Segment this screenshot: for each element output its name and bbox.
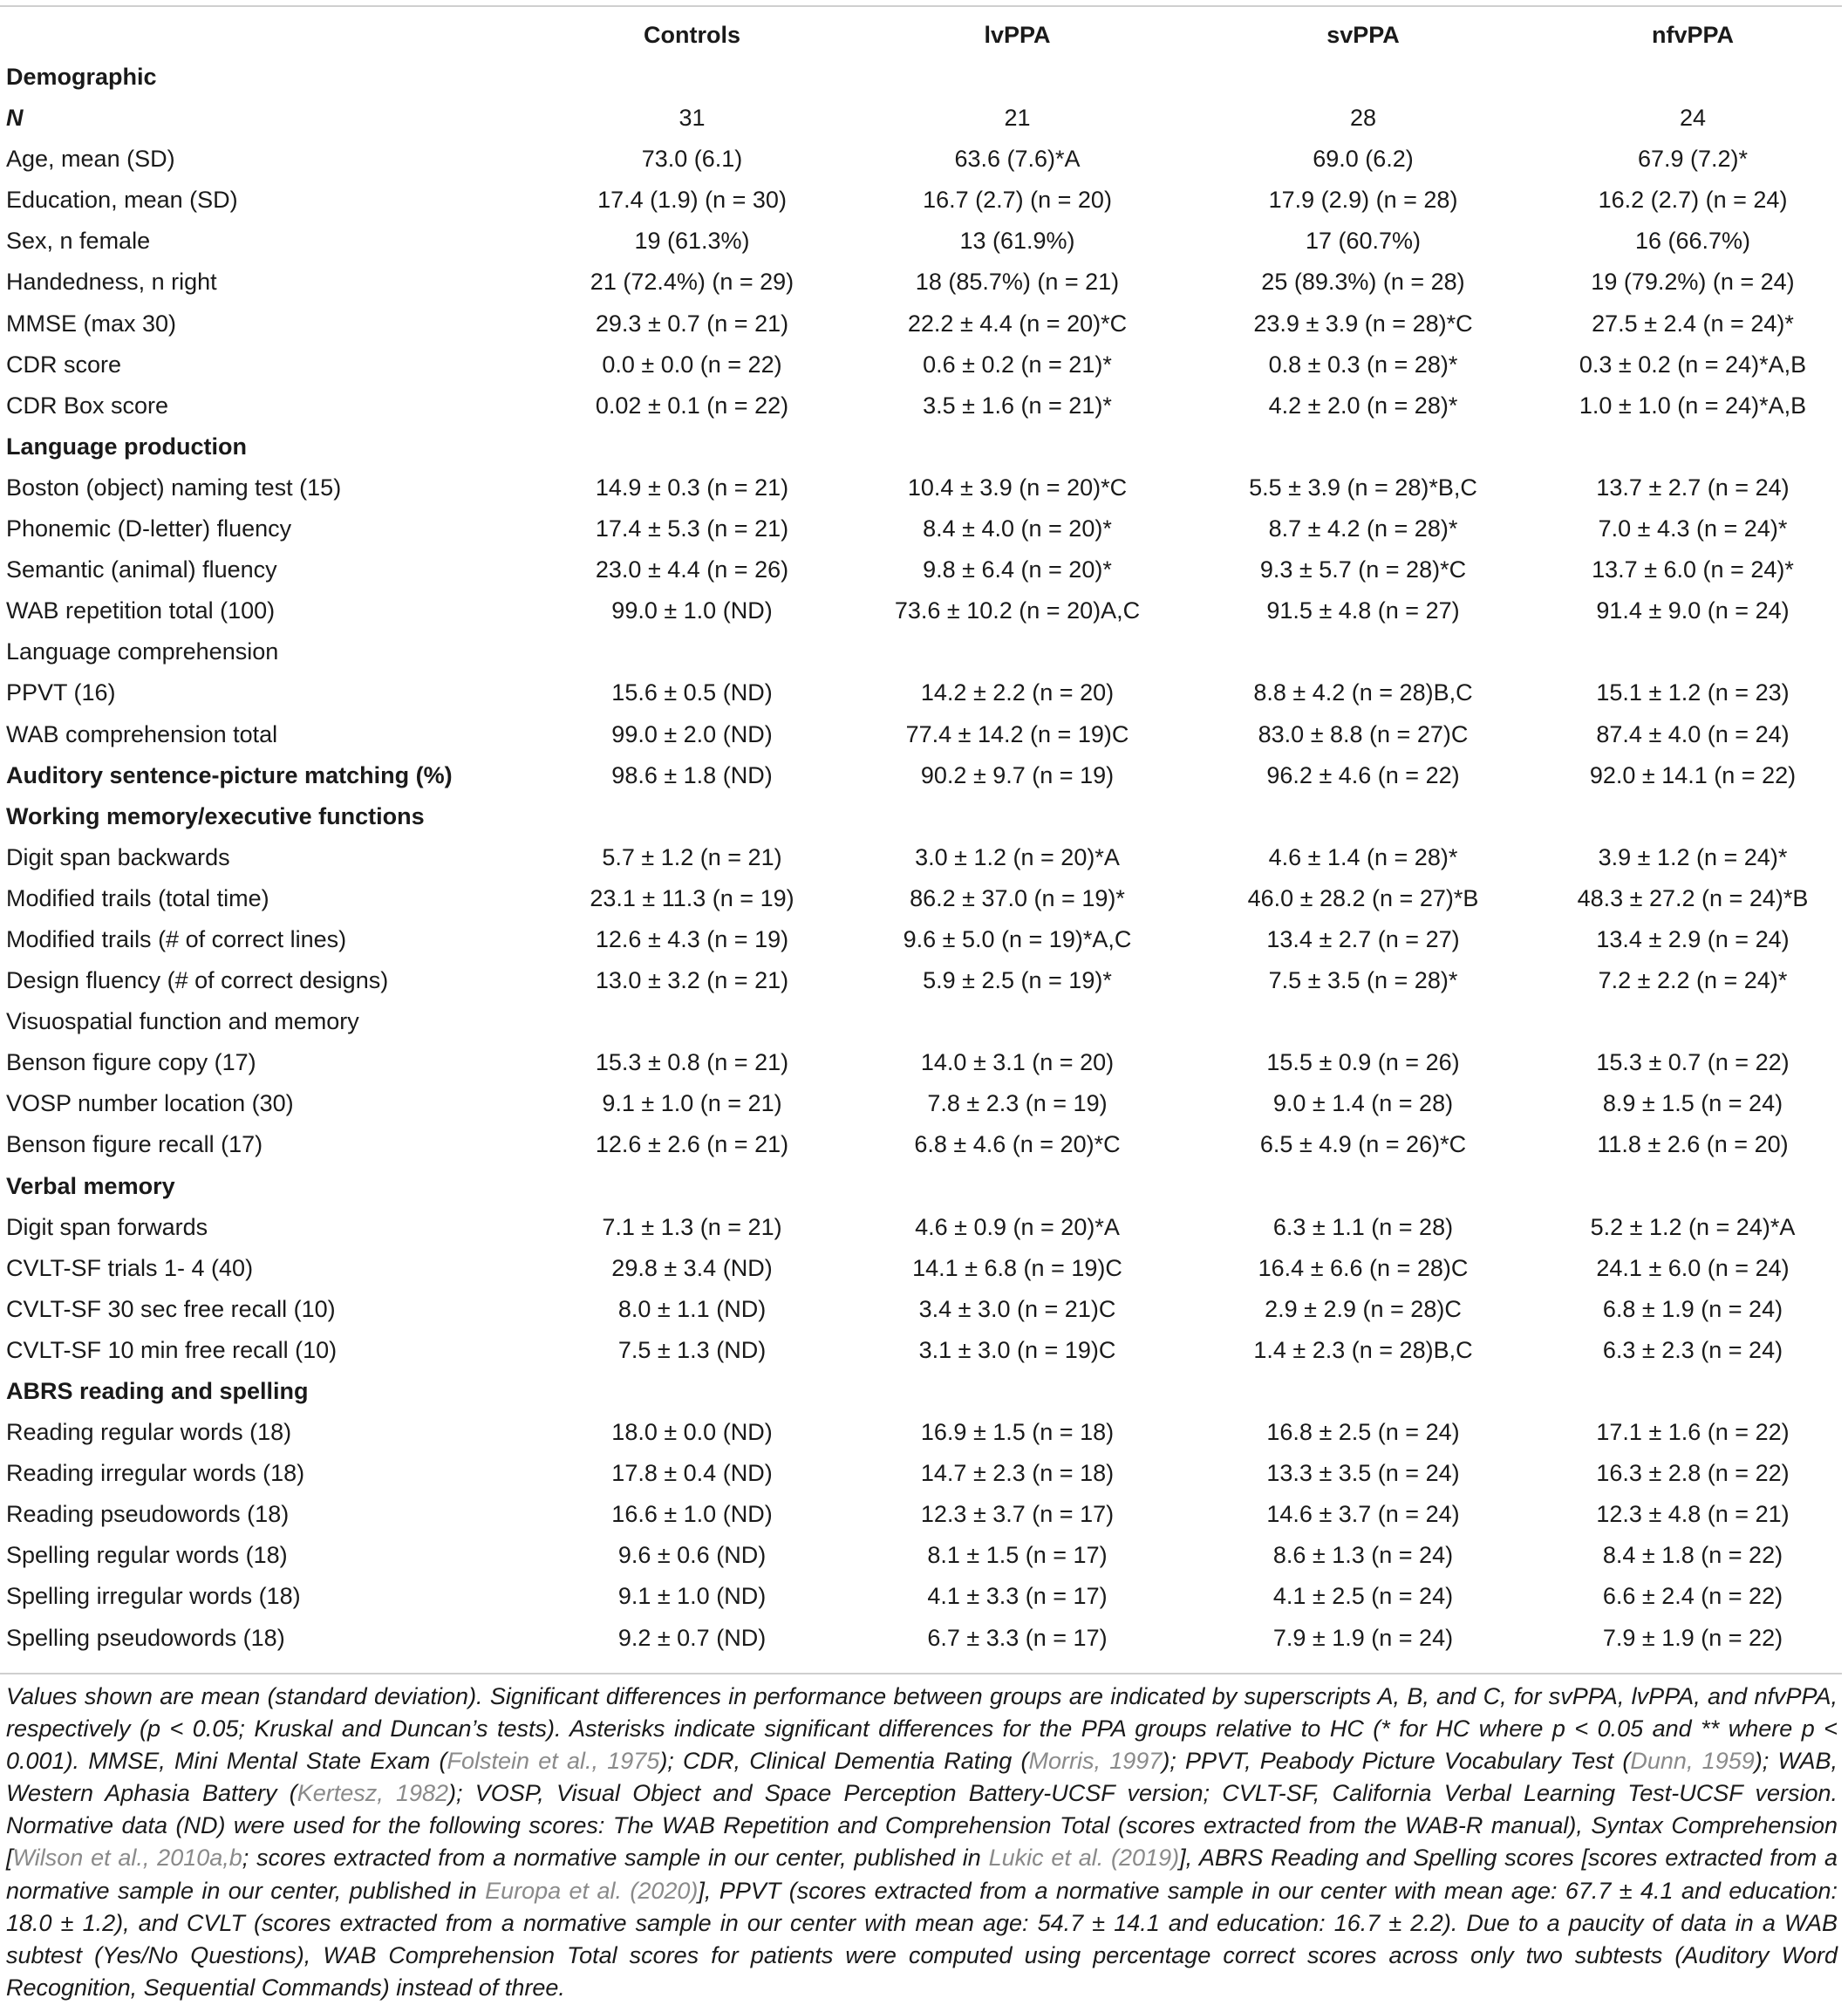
- table-cell: 15.5 ± 0.9 (n = 26): [1266, 1049, 1460, 1076]
- table-cell: 9.6 ± 0.6 (ND): [617, 1542, 767, 1569]
- table-cell: 7.2 ± 2.2 (n = 24)*: [1598, 967, 1788, 994]
- table-cell: 14.0 ± 3.1 (n = 20): [920, 1049, 1115, 1076]
- table-cell: [1189, 1371, 1538, 1412]
- table-cell: 7.0 ± 4.3 (n = 24)*: [1598, 515, 1788, 542]
- table-cell: 15.1 ± 1.2 (n = 23): [1596, 679, 1790, 706]
- table-cell: 13.7 ± 2.7 (n = 24): [1596, 474, 1790, 501]
- table-cell: 16 (66.7%): [1634, 228, 1751, 255]
- table-cell: 77.4 ± 14.2 (n = 19)C: [905, 720, 1129, 747]
- table-cell: [1189, 1166, 1538, 1207]
- table-cell: 16.7 (2.7) (n = 20): [923, 187, 1112, 214]
- table-cell: 22.2 ± 4.4 (n = 20)*C: [907, 310, 1128, 337]
- table-row: [0, 1001, 1848, 1042]
- row-label: Age, mean (SD): [6, 146, 175, 173]
- row-label: Sex, n female: [6, 228, 151, 255]
- footnote-text: ], ABRS Reading and Spelling scores [scores extracted from a normative sample in our center, published in: [6, 1845, 1838, 1904]
- row-label: N: [6, 105, 24, 132]
- table-cell: 4.2 ± 2.0 (n = 28)*: [1268, 392, 1458, 419]
- table-cell: 19 (79.2%) (n = 24): [1591, 269, 1795, 296]
- table-cell: [1538, 796, 1848, 837]
- table-row: [0, 1124, 1848, 1165]
- footnote-text: ; scores extracted from a normative sample in our center, published in: [242, 1845, 989, 1872]
- row-label: Phonemic (D-letter) fluency: [6, 515, 292, 542]
- table-row: [0, 672, 1848, 713]
- table-row: [0, 1042, 1848, 1083]
- table-row: [0, 960, 1848, 1001]
- table-cell: 29.3 ± 0.7 (n = 21): [595, 310, 789, 337]
- table-cell: 87.4 ± 4.0 (n = 24): [1596, 720, 1790, 747]
- table-cell: 90.2 ± 9.7 (n = 19): [920, 761, 1115, 788]
- table-cell: 11.8 ± 2.6 (n = 20): [1597, 1131, 1789, 1158]
- table-cell: 24.1 ± 6.0 (n = 24): [1596, 1254, 1790, 1281]
- table-cell: 8.0 ± 1.1 (ND): [617, 1295, 767, 1322]
- table-row: [0, 57, 1848, 98]
- table-cell: 99.0 ± 2.0 (ND): [611, 720, 773, 747]
- table-cell: [1189, 796, 1538, 837]
- row-label: CDR score: [6, 351, 122, 378]
- row-label: Modified trails (# of correct lines): [6, 925, 347, 952]
- section-heading: Demographic: [6, 64, 157, 90]
- table-cell: 4.6 ± 0.9 (n = 20)*A: [915, 1213, 1120, 1240]
- table-cell: 7.9 ± 1.9 (n = 24): [1272, 1624, 1454, 1651]
- table-row: [0, 1371, 1848, 1412]
- footnote-text: ); PPVT, Peabody Picture Vocabulary Test (: [1162, 1748, 1631, 1775]
- row-label: Boston (object) naming test (15): [6, 474, 342, 501]
- table-cell: 21 (72.4%) (n = 29): [590, 269, 794, 296]
- row-label: Spelling regular words (18): [6, 1542, 288, 1569]
- row-label: CVLT-SF 10 min free recall (10): [6, 1336, 338, 1363]
- row-label: Handedness, n right: [6, 269, 217, 296]
- row-label: Digit span backwards: [6, 843, 230, 870]
- table-cell: 14.7 ± 2.3 (n = 18): [920, 1460, 1115, 1487]
- row-label: Spelling irregular words (18): [6, 1583, 301, 1610]
- table-row: [0, 878, 1848, 919]
- table-cell: 7.1 ± 1.3 (n = 21): [602, 1213, 782, 1240]
- table-cell: 8.9 ± 1.5 (n = 24): [1602, 1090, 1783, 1117]
- table-cell: 15.3 ± 0.7 (n = 22): [1596, 1049, 1790, 1076]
- citation-link[interactable]: Wilson et al., 2010a,b: [12, 1845, 242, 1872]
- table-cell: [1189, 631, 1538, 672]
- table-cell: 5.9 ± 2.5 (n = 19)*: [923, 967, 1112, 994]
- table-cell: 27.5 ± 2.4 (n = 24)*: [1592, 310, 1794, 337]
- table-cell: [1538, 631, 1848, 672]
- table-cell: 12.6 ± 2.6 (n = 21): [595, 1131, 789, 1158]
- table-cell: [1538, 1371, 1848, 1412]
- section-heading: ABRS reading and spelling: [6, 1378, 309, 1404]
- table-row: [0, 755, 1848, 796]
- table-row: [0, 919, 1848, 960]
- table-cell: [1538, 426, 1848, 467]
- table-cell: 0.02 ± 0.1 (n = 22): [595, 392, 789, 419]
- table-cell: 6.3 ± 2.3 (n = 24): [1602, 1336, 1783, 1363]
- table-cell: [1189, 57, 1538, 98]
- table-cell: 7.5 ± 3.5 (n = 28)*: [1268, 967, 1458, 994]
- table-row: [0, 590, 1848, 631]
- table-cell: 73.6 ± 10.2 (n = 20)A,C: [894, 597, 1141, 624]
- table-cell: 31: [679, 105, 706, 132]
- table-cell: 5.5 ± 3.9 (n = 28)*B,C: [1249, 474, 1477, 501]
- table-row: [0, 304, 1848, 344]
- table-cell: 13.0 ± 3.2 (n = 21): [595, 967, 789, 994]
- table-row: [0, 1083, 1848, 1124]
- table-cell: 0.0 ± 0.0 (n = 22): [602, 351, 782, 378]
- table-cell: 14.2 ± 2.2 (n = 20): [920, 679, 1115, 706]
- table-cell: 29.8 ± 3.4 (ND): [611, 1254, 773, 1281]
- row-label: Design fluency (# of correct designs): [6, 967, 389, 994]
- table-cell: 15.6 ± 0.5 (ND): [611, 679, 773, 706]
- table-cell: 3.0 ± 1.2 (n = 20)*A: [915, 843, 1120, 870]
- citation-link[interactable]: Morris, 1997: [1028, 1748, 1163, 1775]
- table-body: [0, 57, 1848, 1659]
- table-cell: 6.8 ± 4.6 (n = 20)*C: [914, 1131, 1121, 1158]
- row-label: VOSP number location (30): [6, 1090, 294, 1117]
- row-label: Reading pseudowords (18): [6, 1501, 290, 1528]
- table-cell: 17.8 ± 0.4 (ND): [611, 1460, 773, 1487]
- table-cell: 9.0 ± 1.4 (n = 28): [1272, 1090, 1454, 1117]
- citation-link[interactable]: Lukic et al. (2019): [988, 1845, 1180, 1872]
- table-cell: 15.3 ± 0.8 (n = 21): [595, 1049, 789, 1076]
- table-cell: 91.4 ± 9.0 (n = 24): [1596, 597, 1790, 624]
- table-cell: 17.9 (2.9) (n = 28): [1268, 187, 1458, 214]
- table-cell: 91.5 ± 4.8 (n = 27): [1266, 597, 1460, 624]
- table-cell: 16.4 ± 6.6 (n = 28)C: [1258, 1254, 1469, 1281]
- table-cell: [538, 796, 846, 837]
- table-cell: 0.8 ± 0.3 (n = 28)*: [1268, 351, 1458, 378]
- table-cell: [538, 57, 846, 98]
- table-cell: 96.2 ± 4.6 (n = 22): [1266, 761, 1460, 788]
- table-row: [0, 385, 1848, 426]
- table-cell: 17.4 (1.9) (n = 30): [597, 187, 787, 214]
- table-cell: 13 (61.9%): [959, 228, 1075, 255]
- footnote-text: ); WAB, Western Aphasia Battery (: [6, 1748, 1838, 1807]
- table-cell: [846, 796, 1189, 837]
- table-cell: [538, 1166, 846, 1207]
- table-cell: 86.2 ± 37.0 (n = 19)*: [910, 884, 1125, 911]
- table-cell: 16.2 (2.7) (n = 24): [1598, 187, 1788, 214]
- table-cell: 6.5 ± 4.9 (n = 26)*C: [1259, 1131, 1467, 1158]
- table-cell: 25 (89.3%) (n = 28): [1261, 269, 1465, 296]
- table-cell: 12.6 ± 4.3 (n = 19): [595, 925, 789, 952]
- table-row: [0, 426, 1848, 467]
- table-row: [0, 714, 1848, 755]
- section-heading: Language production: [6, 433, 247, 460]
- header-cell: svPPA: [1326, 22, 1400, 49]
- table-cell: 23.1 ± 11.3 (n = 19): [590, 884, 794, 911]
- table-cell: 17.4 ± 5.3 (n = 21): [595, 515, 789, 542]
- table-cell: 7.8 ± 2.3 (n = 19): [927, 1090, 1108, 1117]
- table-row: [0, 1166, 1848, 1207]
- row-label: CDR Box score: [6, 392, 169, 419]
- table-cell: [538, 1001, 846, 1042]
- row-label: Benson figure copy (17): [6, 1049, 256, 1076]
- table-cell: 13.7 ± 6.0 (n = 24)*: [1592, 556, 1794, 583]
- table-row: [0, 262, 1848, 303]
- table-cell: 8.7 ± 4.2 (n = 28)*: [1268, 515, 1458, 542]
- table-cell: [846, 631, 1189, 672]
- table-cell: [538, 631, 846, 672]
- row-label: Digit span forwards: [6, 1213, 208, 1240]
- table-cell: [846, 57, 1189, 98]
- table-cell: 4.1 ± 2.5 (n = 24): [1272, 1583, 1454, 1610]
- table-row: [0, 344, 1848, 385]
- table-cell: 7.5 ± 1.3 (ND): [617, 1336, 767, 1363]
- table-cell: 8.8 ± 4.2 (n = 28)B,C: [1253, 679, 1473, 706]
- row-label: Language comprehension: [6, 638, 279, 665]
- section-heading: Working memory/executive functions: [6, 802, 425, 829]
- table-cell: 99.0 ± 1.0 (ND): [611, 597, 773, 624]
- table-cell: 6.3 ± 1.1 (n = 28): [1272, 1213, 1454, 1240]
- table-cell: 9.8 ± 6.4 (n = 20)*: [923, 556, 1112, 583]
- table-cell: 16.6 ± 1.0 (ND): [611, 1501, 773, 1528]
- table-cell: 48.3 ± 27.2 (n = 24)*B: [1577, 884, 1809, 911]
- table-cell: 4.6 ± 1.4 (n = 28)*: [1268, 843, 1458, 870]
- table-cell: 10.4 ± 3.9 (n = 20)*C: [907, 474, 1128, 501]
- row-label: WAB comprehension total: [6, 720, 278, 747]
- table-row: [0, 508, 1848, 549]
- table-row: [0, 180, 1848, 221]
- table-cell: 3.9 ± 1.2 (n = 24)*: [1598, 843, 1788, 870]
- table-cell: 19 (61.3%): [634, 228, 750, 255]
- table-row: [0, 1330, 1848, 1371]
- table-cell: [538, 1371, 846, 1412]
- row-label: Reading regular words (18): [6, 1419, 292, 1446]
- table-row: [0, 98, 1848, 139]
- table-row: [0, 1576, 1848, 1617]
- row-label: Reading irregular words (18): [6, 1460, 305, 1487]
- row-label: Benson figure recall (17): [6, 1131, 263, 1158]
- table-cell: 16.8 ± 2.5 (n = 24): [1266, 1419, 1460, 1446]
- table-cell: 9.1 ± 1.0 (ND): [617, 1583, 767, 1610]
- table-cell: 0.6 ± 0.2 (n = 21)*: [923, 351, 1112, 378]
- results-table: [0, 15, 1848, 1659]
- table-cell: 18 (85.7%) (n = 21): [915, 269, 1120, 296]
- table-cell: [538, 426, 846, 467]
- table-cell: 13.4 ± 2.9 (n = 24): [1596, 925, 1790, 952]
- table-cell: [846, 1001, 1189, 1042]
- table-row: [0, 549, 1848, 590]
- footnote-text: ], PPVT (scores extracted from a normative sample in our center with mean age: 67.7 ± 4.1 and education: 18.0 ± 1.2), and CVLT (scores extracted from a normative sample in our center with mean age: 54.7 ± 14.1 and education: 16.7 ± 2.2). Due to a paucity of data in a WAB subtest (Yes/No Questions), WAB Comprehension Total scores for patients were computed using percentage correct scores across only two subtests (Auditory Word Recognition, Sequential Commands) instead of three.: [6, 1877, 1838, 2001]
- table-row: [0, 221, 1848, 262]
- table-cell: 7.9 ± 1.9 (n = 22): [1602, 1624, 1783, 1651]
- table-cell: 2.9 ± 2.9 (n = 28)C: [1265, 1295, 1462, 1322]
- table-cell: 9.3 ± 5.7 (n = 28)*C: [1259, 556, 1467, 583]
- row-label: MMSE (max 30): [6, 310, 177, 337]
- table-cell: 6.7 ± 3.3 (n = 17): [927, 1624, 1108, 1651]
- row-label: Modified trails (total time): [6, 884, 269, 911]
- table-cell: [1538, 1001, 1848, 1042]
- table-cell: 8.6 ± 1.3 (n = 24): [1272, 1542, 1454, 1569]
- table-row: [0, 1535, 1848, 1576]
- table-cell: 5.7 ± 1.2 (n = 21): [602, 843, 782, 870]
- table-cell: 3.5 ± 1.6 (n = 21)*: [923, 392, 1112, 419]
- header-cell: Controls: [644, 22, 740, 49]
- section-heading: Auditory sentence-picture matching (%): [6, 761, 453, 788]
- table-cell: 98.6 ± 1.8 (ND): [611, 761, 773, 788]
- table-cell: 21: [1004, 105, 1031, 132]
- table-cell: 67.9 (7.2)*: [1637, 146, 1749, 173]
- table-row: [0, 631, 1848, 672]
- table-row: [0, 139, 1848, 180]
- top-rule: [0, 5, 1842, 7]
- table-cell: [846, 1166, 1189, 1207]
- table-cell: 8.4 ± 1.8 (n = 22): [1602, 1542, 1783, 1569]
- table-cell: 46.0 ± 28.2 (n = 27)*B: [1247, 884, 1479, 911]
- table-row: [0, 1207, 1848, 1248]
- table-cell: [1538, 1166, 1848, 1207]
- citation-link[interactable]: Europa et al. (2020): [485, 1877, 699, 1904]
- table-cell: 17 (60.7%): [1305, 228, 1422, 255]
- table-row: [0, 1453, 1848, 1494]
- table-cell: 83.0 ± 8.8 (n = 27)C: [1258, 720, 1469, 747]
- table-row: [0, 837, 1848, 878]
- citation-link[interactable]: Kertesz, 1982: [297, 1780, 449, 1807]
- table-row: [0, 796, 1848, 837]
- table-cell: 9.1 ± 1.0 (n = 21): [602, 1090, 782, 1117]
- table-cell: 3.4 ± 3.0 (n = 21)C: [918, 1295, 1116, 1322]
- table-cell: 9.6 ± 5.0 (n = 19)*A,C: [903, 925, 1132, 952]
- table-cell: [1538, 57, 1848, 98]
- row-label: WAB repetition total (100): [6, 597, 276, 624]
- table-cell: 4.1 ± 3.3 (n = 17): [927, 1583, 1108, 1610]
- header-row: [0, 15, 1848, 57]
- table-cell: 14.6 ± 3.7 (n = 24): [1266, 1501, 1460, 1528]
- table-cell: 73.0 (6.1): [641, 146, 743, 173]
- table-cell: 3.1 ± 3.0 (n = 19)C: [918, 1336, 1116, 1363]
- section-heading: Verbal memory: [6, 1172, 175, 1199]
- table-cell: [846, 1371, 1189, 1412]
- table-cell: 1.4 ± 2.3 (n = 28)B,C: [1253, 1336, 1473, 1363]
- table-cell: 16.3 ± 2.8 (n = 22): [1596, 1460, 1790, 1487]
- table-footnote: [6, 1681, 1838, 2004]
- table-row: [0, 1289, 1848, 1330]
- table-row: [0, 1618, 1848, 1659]
- row-label: Education, mean (SD): [6, 187, 238, 214]
- table-cell: 18.0 ± 0.0 (ND): [611, 1419, 773, 1446]
- table-cell: [846, 426, 1189, 467]
- header-cell: lvPPA: [984, 22, 1051, 49]
- table-cell: 16.9 ± 1.5 (n = 18): [920, 1419, 1115, 1446]
- table-cell: 14.1 ± 6.8 (n = 19)C: [912, 1254, 1122, 1281]
- table-cell: 1.0 ± 1.0 (n = 24)*A,B: [1579, 392, 1807, 419]
- row-label: CVLT-SF 30 sec free recall (10): [6, 1295, 336, 1322]
- footnote-text: Values shown are mean (standard deviation). Significant differences in performance between groups are indicated by superscripts A, B, and C, for svPPA, lvPPA, and nfvPPA, respectively (p < 0.05; Kruskal and Duncan’s tests). Asterisks indicate significant differences for the PPA groups relative to HC (* for HC where p < 0.05 and ** where p < 0.001). MMSE, Mini Mental State Exam (: [6, 1683, 1838, 1775]
- table-cell: 6.6 ± 2.4 (n = 22): [1602, 1583, 1783, 1610]
- row-label: CVLT-SF trials 1- 4 (40): [6, 1254, 254, 1281]
- table-cell: 13.3 ± 3.5 (n = 24): [1266, 1460, 1460, 1487]
- citation-link[interactable]: Folstein et al., 1975: [447, 1748, 660, 1775]
- table-cell: 9.2 ± 0.7 (ND): [617, 1624, 767, 1651]
- footnote-text: ); VOSP, Visual Object and Space Perception Battery-UCSF version; CVLT-SF, California Verbal Learning Test-UCSF version. Normative data (ND) were used for the following scores: The WAB Repetition and Comprehension Total (scores extracted from the WAB-R manual), Syntax Comprehension [: [6, 1780, 1838, 1872]
- table-cell: 12.3 ± 4.8 (n = 21): [1596, 1501, 1790, 1528]
- table-cell: 28: [1349, 105, 1377, 132]
- table-cell: 12.3 ± 3.7 (n = 17): [920, 1501, 1115, 1528]
- header-cell: [0, 15, 538, 57]
- table-cell: 13.4 ± 2.7 (n = 27): [1266, 925, 1460, 952]
- header-cell: nfvPPA: [1651, 22, 1734, 49]
- row-label: Spelling pseudowords (18): [6, 1624, 285, 1651]
- table-cell: 69.0 (6.2): [1313, 146, 1414, 173]
- table-cell: 92.0 ± 14.1 (n = 22): [1589, 761, 1797, 788]
- table-cell: [1189, 426, 1538, 467]
- citation-link[interactable]: Dunn, 1959: [1630, 1748, 1755, 1775]
- table-cell: 17.1 ± 1.6 (n = 22): [1596, 1419, 1790, 1446]
- table-cell: 8.1 ± 1.5 (n = 17): [927, 1542, 1108, 1569]
- table-cell: 63.6 (7.6)*A: [954, 146, 1081, 173]
- row-label: PPVT (16): [6, 679, 116, 706]
- table-cell: 24: [1679, 105, 1707, 132]
- table-cell: 5.2 ± 1.2 (n = 24)*A: [1590, 1213, 1796, 1240]
- table-cell: 23.9 ± 3.9 (n = 28)*C: [1253, 310, 1473, 337]
- table-row: [0, 1248, 1848, 1289]
- table-cell: 23.0 ± 4.4 (n = 26): [595, 556, 789, 583]
- table-row: [0, 1412, 1848, 1453]
- table-cell: 8.4 ± 4.0 (n = 20)*: [923, 515, 1112, 542]
- table-cell: [1189, 1001, 1538, 1042]
- table-cell: 6.8 ± 1.9 (n = 24): [1602, 1295, 1783, 1322]
- table-cell: 14.9 ± 0.3 (n = 21): [595, 474, 789, 501]
- footnote-text: ); CDR, Clinical Dementia Rating (: [659, 1748, 1029, 1775]
- row-label: Semantic (animal) fluency: [6, 556, 277, 583]
- table-row: [0, 467, 1848, 508]
- row-label: Visuospatial function and memory: [6, 1008, 359, 1035]
- table-cell: 0.3 ± 0.2 (n = 24)*A,B: [1579, 351, 1807, 378]
- table-row: [0, 1494, 1848, 1535]
- bottom-rule: [0, 1673, 1842, 1674]
